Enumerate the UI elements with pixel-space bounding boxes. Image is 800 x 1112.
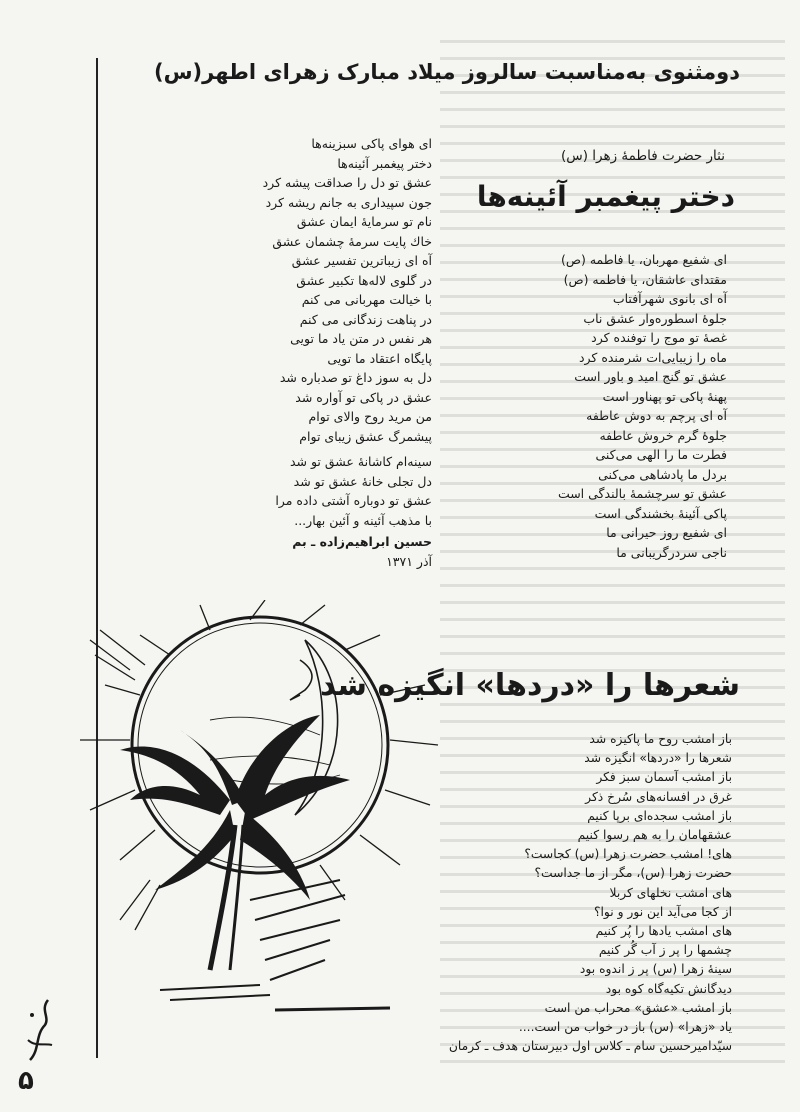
poem-line: سینهٔ زهرا (س) پر ز اندوه بود — [579, 962, 732, 977]
poem-line: عشقهامان را به هم رسوا کنیم — [577, 828, 732, 843]
poem-line: ای شفیع روز حیرانی ما — [606, 525, 727, 540]
poem-line: پهنهٔ پاکی تو پهناور است — [602, 388, 727, 404]
poem-line: دل به سوز داغ تو صدباره شد — [279, 370, 432, 385]
poem-line: شعرها را «دردها» انگیزه شد — [584, 751, 732, 766]
poem-line: جون سپیداری به جانم ریشه کرد — [265, 194, 432, 210]
poem-line: غرق در افسانه‌های سُرخ ذکر — [585, 789, 732, 804]
poem-line: از کجا می‌آید این نور و نوا؟ — [593, 904, 732, 919]
poem-line: در گلوی لاله‌ها تکبیر عشق — [296, 272, 432, 288]
poem-line: نام تو سرمایهٔ ایمان عشق — [296, 214, 432, 229]
page-header-title: دومثنوی به‌مناسبت سالروز میلاد مبارک زهرای اطهر(س) — [153, 60, 740, 84]
poem-line: باز امشب روح ما پاکیزه شد — [589, 732, 732, 746]
poem-line: هر نفس در متن یاد ما تویی — [290, 331, 432, 346]
poem-line: آه ای زیباترین تفسیر عشق — [291, 253, 432, 268]
kerman-calligraphy-icon — [20, 995, 60, 1065]
poem-line: یاد «زهرا» (س) باز در خواب من است.... — [518, 1020, 732, 1035]
poem-line: دختر پیغمبر آئینه‌ها — [337, 155, 432, 171]
poem-line: جلوهٔ اسطوره‌وار عشق ناب — [583, 310, 727, 326]
page-number: ۵ — [18, 1066, 34, 1096]
poem-line: دل تجلی خانهٔ عشق تو شد — [293, 473, 432, 489]
poem-line: ناجی سردرگریبانی ما — [616, 544, 727, 560]
poem-line: مقتدای عاشقان، یا فاطمه (ص) — [563, 271, 727, 287]
poem-line: ماه را زیبایی‌ات شرمنده کرد — [578, 349, 727, 365]
poem-line: در پناهت زندگانی می کنم — [299, 311, 432, 327]
poem-author: سیّدامیرحسین سام ـ کلاس اول دبیرستان هدف ـ کرمان — [448, 1039, 732, 1054]
poem-line: چشمها را پر ز آب گُر کنیم — [598, 943, 732, 958]
poem-line: عشق تو دوباره آشتی داده مرا — [275, 493, 432, 508]
poem-line: جلوهٔ گرم خروش عاطفه — [599, 427, 727, 443]
poem-line: فطرت ما را الهی می‌کنی — [595, 447, 727, 462]
poem-line: با خیالت مهربانی می کنم — [301, 292, 432, 307]
poem-line: دیدگانش تکیه‌گاه کوه بود — [605, 981, 732, 996]
poem-line: سینه‌ام کاشانهٔ عشق تو شد — [289, 454, 432, 469]
poem-line: های امشب یادها را پُر کنیم — [595, 924, 732, 939]
poem-line: ای هوای پاکی سبزینه‌ها — [311, 136, 432, 151]
poem-line: عشق تو سرچشمهٔ بالندگی است — [557, 486, 727, 501]
poem-line: های امشب نخلهای کربلا — [609, 885, 732, 900]
poem-line: پایگاه اعتقاد ما تویی — [327, 350, 432, 366]
poem-right-bottom — [440, 730, 732, 1056]
poem-line: پاکی آئینهٔ بخشندگی است — [594, 505, 727, 521]
poem-line: باز امشب آسمان سبز فکر — [596, 770, 732, 785]
poem-line: عشق تو دل را صداقت پیشه کرد — [262, 175, 432, 190]
poem-line: پیشمرگ عشق زیبای توام — [299, 428, 432, 444]
poem-line: عشق تو گنج امید و باور است — [574, 369, 727, 384]
poem-line: غصهٔ تو موج را توفنده کرد — [591, 330, 727, 345]
poem-date: آذر ۱۳۷۱ — [386, 553, 432, 569]
poem-line: باز امشب سجده‌ای برپا کنیم — [587, 808, 732, 823]
poem-line: آه ای بانوی شهرآفتاب — [612, 291, 727, 306]
poem-line: با مذهب آئینه و آئین بهار... — [294, 512, 432, 528]
poem-line: آه ای پرچم به دوش عاطفه — [586, 408, 727, 423]
poem-title: شعرها را «دردها» انگیزه شد — [320, 668, 740, 703]
poem-line: ای شفیع مهربان، یا فاطمه (ص) — [560, 252, 727, 267]
sun-palm-illustration — [60, 600, 440, 1020]
poem-author: حسین ابراهیم‌زاده ـ بم — [292, 534, 432, 549]
poem-title: دختر پیغمبر آئینه‌ها — [476, 180, 735, 213]
poem-line: های! امشب حضرت زهرا (س) کجاست؟ — [524, 847, 732, 862]
poem-line: عشق در پاکی تو آواره شد — [295, 389, 432, 405]
poem-line: خاك پایت سرمهٔ چشمان عشق — [272, 233, 432, 249]
poem-line: من مرید روح والای توام — [308, 409, 432, 424]
poem-dedication: نثار حضرت فاطمهٔ زهرا (س) — [560, 148, 725, 164]
poem-left — [110, 134, 432, 571]
poem-right-top — [470, 250, 727, 562]
poem-line: بردل ما پادشاهی می‌کنی — [598, 466, 727, 482]
kerman-logo — [20, 995, 60, 1065]
poem-line: باز امشب «عشق» محراب من است — [544, 1000, 732, 1015]
poem-line: حضرت زهرا (س)، مگر از ما جداست؟ — [534, 866, 732, 881]
